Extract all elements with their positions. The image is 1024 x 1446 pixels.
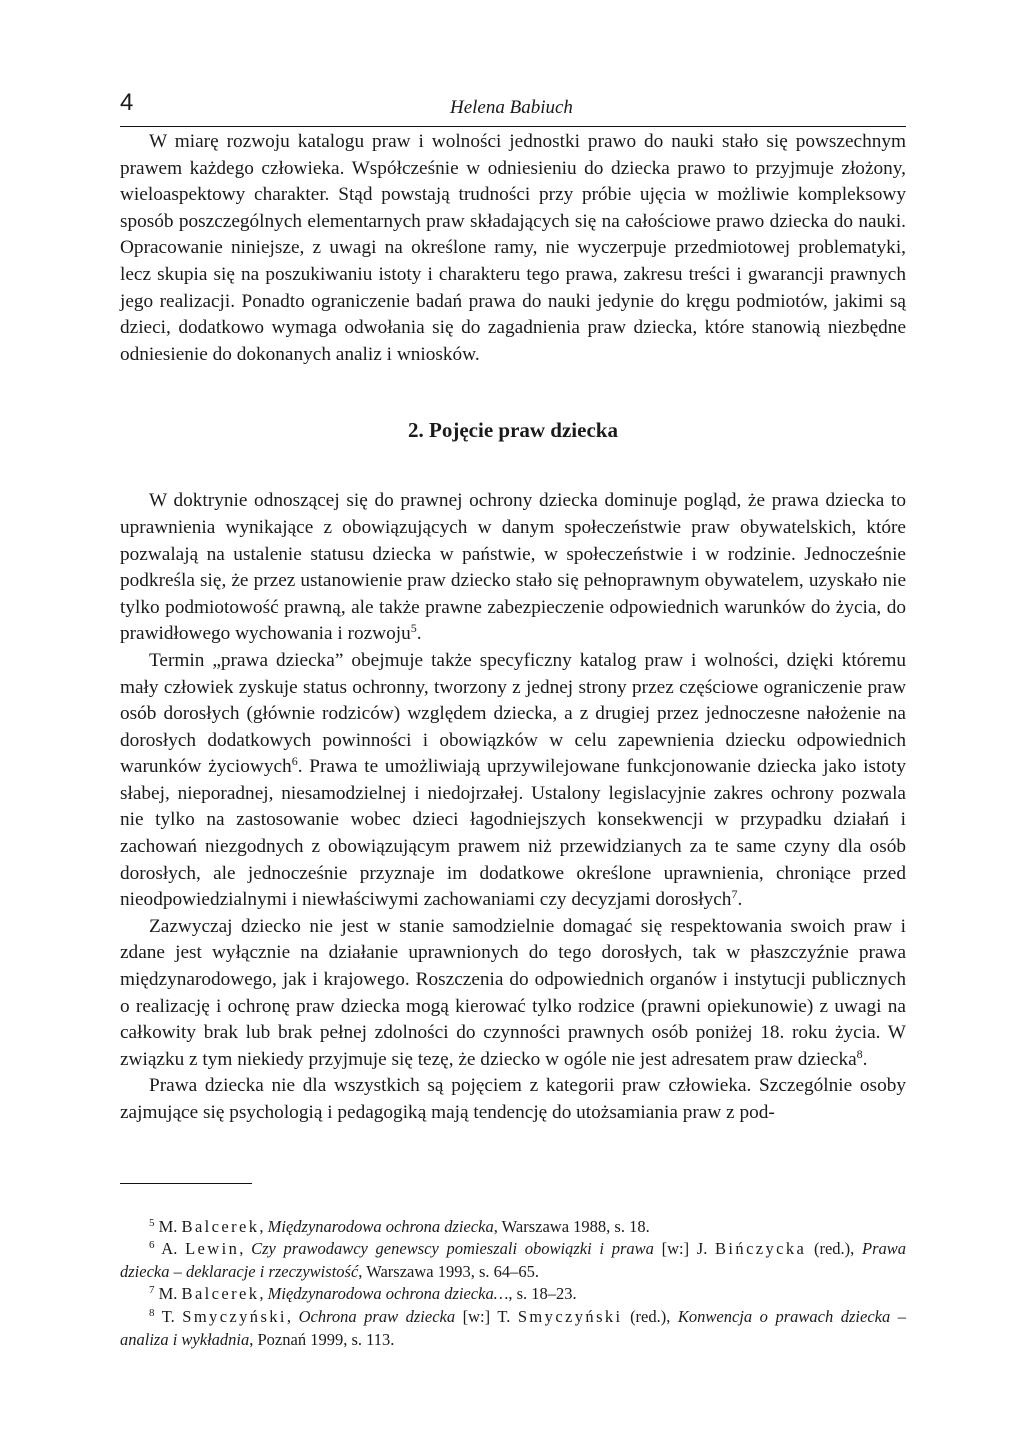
footnotes xyxy=(120,1216,906,1352)
footnote-8 xyxy=(120,1306,906,1351)
footnote-5 xyxy=(120,1216,906,1239)
running-header xyxy=(120,88,906,127)
paragraph-text: Prawa dziecka nie dla wszystkich są pojęciem z kategorii praw człowieka. Szczególnie osoby zajmujące się psychologią i pedagogiką mają tendencję do utożsamiania praw z pod- xyxy=(120,1075,906,1123)
footnote-mid2: (red.), xyxy=(622,1306,678,1326)
paragraph-1 xyxy=(120,488,906,648)
paragraph-2 xyxy=(120,648,906,914)
paragraph-tail: . xyxy=(416,623,422,645)
paragraph-4 xyxy=(120,1073,906,1126)
intro-paragraph: W miarę rozwoju katalogu praw i wolności jednostki prawo do nauki stało się powszechnym prawem każdego człowieka. Współcześnie w odniesieniu do dziecka prawo to przyjmuje złożony, wieloaspektowy charakter. Stąd powstają trudności przy próbie ujęcia w możliwie kompleksowy sposób poszczególnych elementarnych praw składających się na całościowe prawo dziecka do nauki. Opracowanie niniejsze, z uwagi na określone ramy, nie wyczerpuje przedmiotowej problematyki, lecz skupia się na poszukiwaniu istoty i charakteru tego prawa, zakresu treści i gwarancji prawnych jego realizacji. Ponadto ograniczenie badań prawa do nauki jedynie do kręgu podmiotów, jakimi są dzieci, dodatkowo wymaga odwołania się do zagadnienia praw dziecka, które stanowią niezbędne odniesienie do dokonanych analiz i wniosków. xyxy=(120,131,906,365)
footnote-author-initial: M. xyxy=(158,1216,178,1236)
paragraph-tail: . xyxy=(737,889,743,911)
footnote-rest: , Poznań 1999, s. 113. xyxy=(249,1329,395,1349)
footnote-title2: Konwencja o prawach dziecka – analiza i wykładnia xyxy=(120,1306,906,1349)
footnote-title2: Prawa dziecka – deklaracje i rzeczywistość xyxy=(120,1239,907,1281)
footnote-editor: Bińczycka xyxy=(715,1239,807,1259)
footnote-6 xyxy=(120,1238,906,1283)
footnote-number: 6 xyxy=(149,1239,155,1252)
footnote-title: Czy prawodawcy genewscy pomieszali obowiązki i prawa xyxy=(251,1239,654,1259)
footnote-separator: , xyxy=(259,1284,268,1304)
footnote-ref[interactable]: 6 xyxy=(291,754,298,769)
footnote-title: Międzynarodowa ochrona dziecka… xyxy=(267,1284,509,1304)
footnote-7 xyxy=(120,1283,906,1306)
footnote-separator: , xyxy=(286,1306,299,1326)
section-heading: 2. Pojęcie praw dziecka xyxy=(408,418,618,443)
footnote-number: 5 xyxy=(149,1216,155,1229)
footnote-number: 7 xyxy=(149,1284,155,1297)
footnote-ref[interactable]: 5 xyxy=(410,621,417,636)
footnote-number: 8 xyxy=(149,1306,155,1319)
footnote-editor: Smyczyński xyxy=(517,1306,623,1326)
footnote-separator: , xyxy=(259,1216,268,1236)
footnote-title: Międzynarodowa ochrona dziecka xyxy=(267,1216,494,1236)
footnote-author: Balcerek xyxy=(181,1284,260,1304)
paragraph-3 xyxy=(120,914,906,1074)
document-page xyxy=(120,88,906,1408)
footnote-ref[interactable]: 8 xyxy=(856,1046,863,1061)
footnote-author-initial: A. xyxy=(161,1239,178,1259)
running-title-author: Helena Babiuch xyxy=(450,97,573,118)
footnote-rest: , s. 18–23. xyxy=(508,1284,577,1304)
paragraph-text: Zazwyczaj dziecko nie jest w stanie samodzielnie domagać się respektowania swoich praw i zdane jest wyłącznie na działanie uprawnionych do tego dorosłych, tak w płaszczyźnie prawa międzynarodowego, jak i krajowego. Roszczenia do odpowiednich organów i instytucji publicznych o realizację i ochronę praw dziecka mogą kierować tylko rodzice (prawni opiekunowie) z uwagi na całkowity brak lub brak pełnej zdolności do czynności prawnych osób poniżej 18. roku życia. W związku z tym niekiedy przyjmuje się tezę, że dziecko w ogóle nie jest adresatem praw dziecka xyxy=(120,915,906,1070)
paragraph-text: W doktrynie odnoszącej się do prawnej ochrony dziecka dominuje pogląd, że prawa dziecka to uprawnienia wynikające z obowiązujących w danym społeczeństwie praw obywatelskich, które pozwalają na ustalenie statusu dziecka w państwie, w społeczeństwie i w rodzinie. Jednocześnie podkreśla się, że przez ustanowienie praw dziecko stało się pełnoprawnym obywatelem, uzyskało nie tylko podmiotowość prawną, ale także prawne zabezpieczenie odpowiednich warunków do życia, do prawidłowego wychowania i rozwoju xyxy=(120,490,906,645)
footnote-mid2: (red.), xyxy=(806,1239,862,1259)
footnote-author: Lewin xyxy=(185,1239,240,1259)
footnote-mid: [w:] T. xyxy=(455,1306,518,1326)
footnote-author: Balcerek xyxy=(181,1216,260,1236)
footnote-title: Ochrona praw dziecka xyxy=(298,1306,456,1326)
body-text xyxy=(120,129,906,1127)
page-number: 4 xyxy=(120,89,134,116)
footnote-mid: [w:] J. xyxy=(653,1239,716,1259)
footnote-separator: , xyxy=(239,1239,252,1259)
footnote-rest: , Warszawa 1988, s. 18. xyxy=(493,1216,650,1236)
footnote-author-initial: M. xyxy=(158,1284,178,1304)
paragraph-tail: . xyxy=(862,1048,868,1070)
footnote-rest: , Warszawa 1993, s. 64–65. xyxy=(358,1261,540,1281)
footnote-author: Smyczyński xyxy=(182,1306,287,1326)
footnote-author-initial: T. xyxy=(161,1306,175,1326)
footnote-divider xyxy=(120,1183,252,1184)
footnote-ref[interactable]: 7 xyxy=(731,887,738,902)
paragraph-text: Termin „prawa dziecka” obejmuje także specyficzny katalog praw i wolności, dzięki któremu mały człowiek zyskuje status ochronny, tworzony z jednej strony przez częściowe ograniczenie praw osób dorosłych (głównie rodziców) względem dziecka, a z drugiej przez jednoczesne nałożenie na dorosłych dodatkowych powinności i obowiązków w celu zapewnienia dziecku odpowiednich warunków życiowych xyxy=(120,649,906,778)
paragraph-text: . Prawa te umożliwiają uprzywilejowane funkcjonowanie dziecka jako istoty słabej, nieporadnej, niesamodzielnej i niedojrzałej. Ustalony legislacyjnie zakres ochrony pozwala nie tylko na zastosowanie wobec dzieci łagodniejszych konsekwencji w przypadku działań i zachowań niezgodnych z obowiązującym prawem niż przewidzianych za te same czyny dla osób dorosłych, ale jednocześnie przyznaje im dodatkowe określone uprawnienia, chroniące przed nieodpowiedzialnymi i niewłaściwymi zachowaniami czy decyzjami dorosłych xyxy=(120,756,906,911)
